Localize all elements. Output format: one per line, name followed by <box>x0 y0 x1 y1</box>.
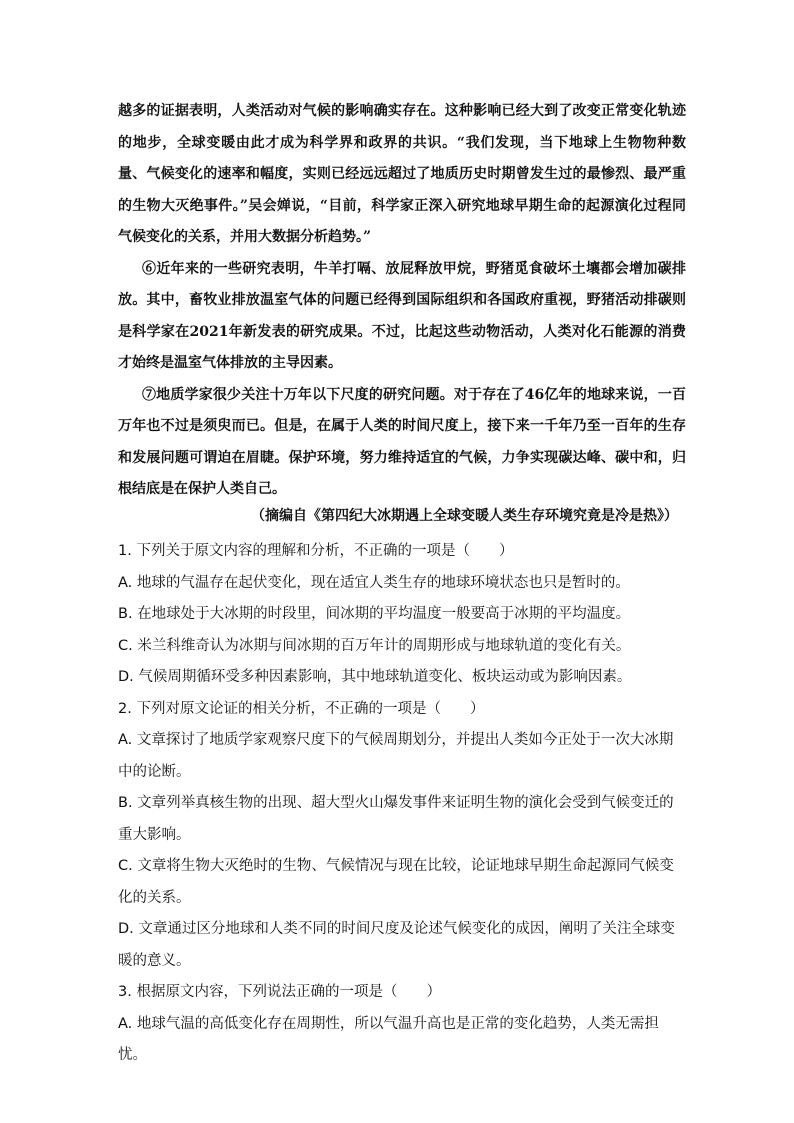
question-2-option-b: B. 文章列举真核生物的出现、超大型火山爆发事件来证明生物的演化会受到气候变迁的重大影响。 <box>118 795 674 843</box>
question-3-option-a: A. 地球气温的高低变化存在周期性，所以气温升高也是正常的变化趋势，人类无需担忧。 <box>118 1015 659 1063</box>
source-citation: （摘编自《第四纪大冰期遇上全球变暖人类生存环境究竟是冷是热》） <box>251 508 678 524</box>
question-2-stem: 2. 下列对原文论证的相关分析，不正确的一项是（ ） <box>118 700 485 717</box>
question-list <box>118 536 686 1072</box>
question-3-stem: 3. 根据原文内容，下列说法正确的一项是（ ） <box>118 984 441 1000</box>
paragraph-6: ⑥近年来的一些研究表明，牛羊打嗝、放屁释放甲烷，野猪觅食破坏土壤都会增加碳排放。其中，畜牧业排放温室气体的问题已经得到国际组织和各国政府重视，野猪活动排碳则是科学家在2021年新发表的研究成果。不过，比起这些动物活动，人类对化石能源的消费才始终是温室气体排放的主导因素。 <box>118 260 686 371</box>
question-2-option-d: D. 文章通过区分地球和人类不同的时间尺度及论述气候变化的成因，阐明了关注全球变暖的意义。 <box>118 921 675 969</box>
question-1-option-c: C. 米兰科维奇认为冰期与间冰期的百万年计的周期形成与地球轨道的变化有关。 <box>118 637 631 654</box>
question-1-stem: 1. 下列关于原文内容的理解和分析，不正确的一项是（ ） <box>118 543 514 559</box>
paragraph-7: ⑦地质学家很少关注十万年以下尺度的研究问题。对于存在了46亿年的地球来说，一百万年也不过是须臾而已。但是，在属于人类的时间尺度上，接下来一千年乃至一百年的生存和发展问题可谓迫在眉睫。保护环境，努力维持适宜的气候，力争实现碳达峰、碳中和，归根结底是在保护人类自己。 <box>118 386 686 497</box>
question-1-option-b: B. 在地球处于大冰期的时段里，间冰期的平均温度一般要高于冰期的平均温度。 <box>118 606 631 622</box>
reading-passage <box>118 96 686 506</box>
question-1-option-a: A. 地球的气温存在起伏变化，现在适宜人类生存的地球环境状态也只是暂时的。 <box>118 574 630 591</box>
question-1-option-d: D. 气候周期循环受多种因素影响，其中地球轨道变化、板块运动或为影响因素。 <box>118 669 632 685</box>
question-2-option-c: C. 文章将生物大灭绝时的生物、气候情况与现在比较，论证地球早期生命起源同气候变化的关系。 <box>118 858 674 906</box>
question-2-option-a: A. 文章探讨了地质学家观察尺度下的气候周期划分，并提出人类如今正处于一次大冰期中的论断。 <box>118 732 674 780</box>
paragraph-5-continuation: 越多的证据表明，人类活动对气候的影响确实存在。这种影响已经大到了改变正常变化轨迹的地步，全球变暖由此才成为科学界和政界的共识。“我们发现，当下地球上生物物种数量、气候变化的速率和幅度，实则已经远远超过了地质历史时期曾发生过的最惨烈、最严重的生物大灭绝事件。”吴会婵说，“目前，科学家正深入研究地球早期生命的起源演化过程同气候变化的关系，并用大数据分析趋势。” <box>118 103 686 245</box>
